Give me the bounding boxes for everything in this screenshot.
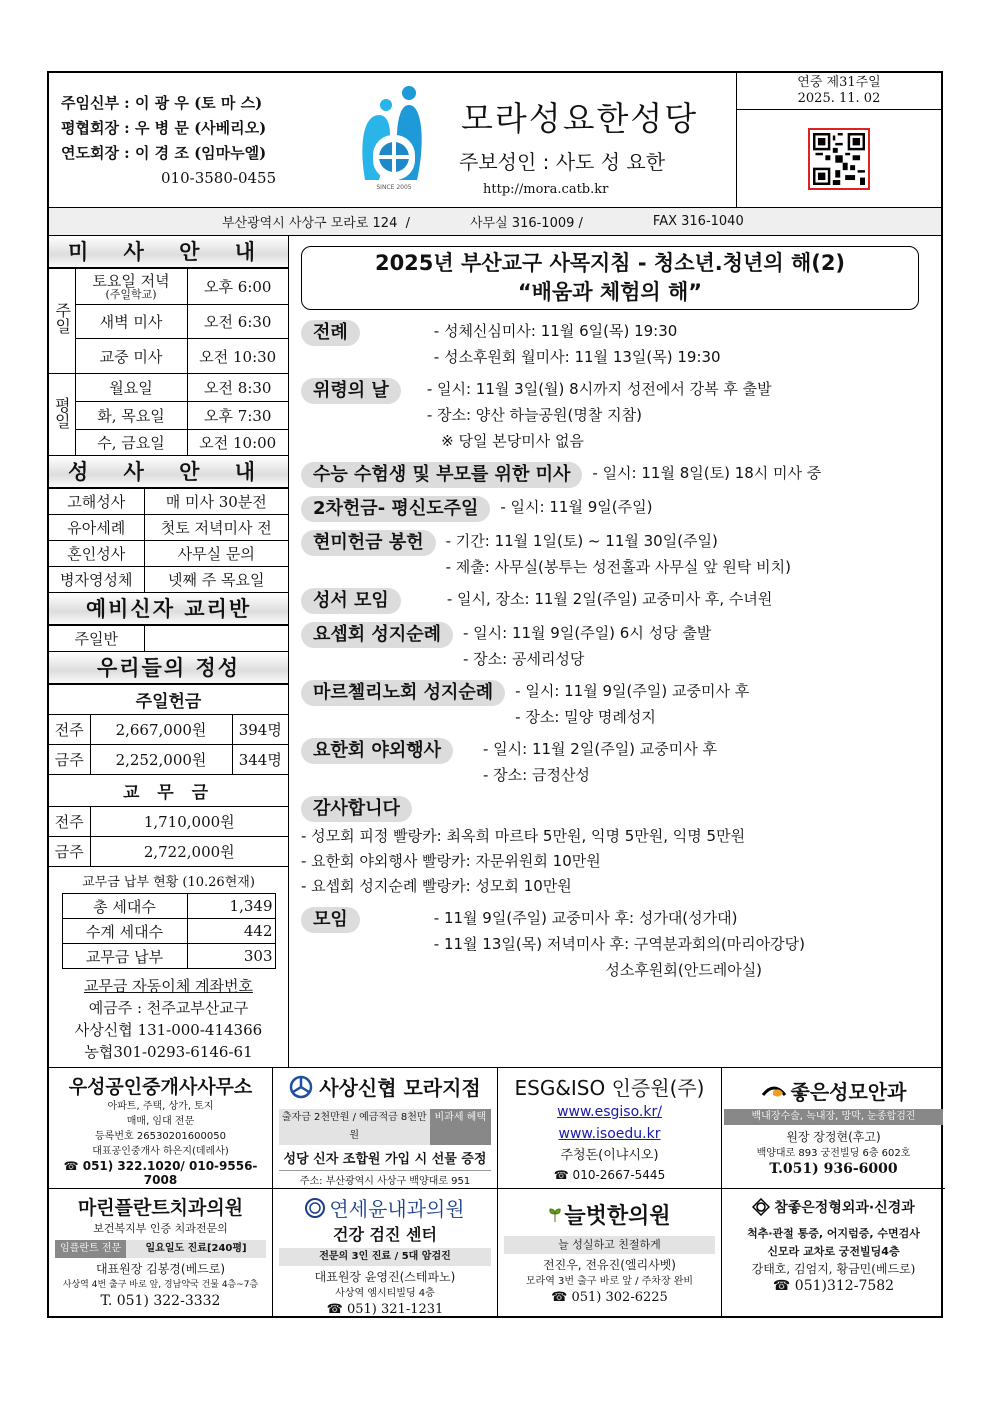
header — [49, 73, 941, 208]
meeting-line: - 11월 9일(주일) 교중미사 후: 성가대(성가대) — [433, 909, 738, 927]
mass-schedule-title: 미 사 안 내 — [49, 236, 288, 268]
meeting-line: 성소후원회(안드레아실) — [433, 961, 763, 979]
section-line: - 일시: 11월 9일(주일) 교중미사 후 — [515, 682, 750, 700]
ad-oriental-clinic: 늘벗한의원 늘 성실하고 친절하게 전진우, 전유진(엘리사벳) 모라역 3번 출구 바로 앞 / 주차장 완비 ☎ 051) 302-6225 — [498, 1188, 722, 1316]
orthopedic-logo-icon — [752, 1198, 770, 1216]
status-label: 수계 세대수 — [62, 919, 187, 944]
ad-phone: ☎ 010-2667-5445 — [553, 1168, 666, 1182]
advertisements — [49, 1067, 941, 1316]
ad-esg-iso: ESG&ISO 인증원(주) www.esgiso.kr/ www.isoedu.kr 주청돈(이냐시오) ☎ 010-2667-5445 — [498, 1068, 722, 1188]
fee-week: 금주 — [49, 837, 90, 867]
section-joseph-pilgrimage — [301, 622, 927, 672]
meeting-line: - 11월 13일(목) 저녁미사 후: 구역분과회의(마리아강당) — [433, 935, 805, 953]
pastor: 주임신부 : 이 광 우 (토 마 스) — [61, 94, 263, 112]
catechumen-title: 예비신자 교리반 — [49, 593, 288, 625]
announcements — [289, 236, 941, 1067]
leaf-icon — [548, 1208, 562, 1222]
status-value: 1,349 — [187, 894, 275, 919]
section-line: - 제출: 사무실(봉투는 성전홀과 사무실 앞 원탁 비치) — [445, 558, 791, 576]
section-label: 요한회 야외행사 — [301, 738, 453, 764]
qr-code-icon[interactable] — [808, 128, 870, 190]
website-link[interactable]: http://mora.catb.kr — [483, 182, 609, 197]
sacrament-info: 넷째 주 목요일 — [144, 567, 288, 593]
main-body — [49, 236, 941, 1067]
weekday-label: 평일 — [49, 374, 75, 456]
ad-credit-union: 사상신협 모라지점 출자금 2천만원 / 예금적금 8천만원 비과세 혜택 성당 신자 조합원 가입 시 선물 증정 주소: 부산광역시 사상구 백양대로 951 — [273, 1068, 498, 1188]
banner-line-1: 2025년 부산교구 사목지침 - 청소년.청년의 해(2) — [374, 251, 846, 275]
banner-line-2: “배움과 체험의 해” — [517, 280, 703, 304]
legion-president: 연도회장 : 이 경 조 (임마누엘) — [61, 144, 267, 162]
account-holder: 예금주 : 천주교부산교구 — [88, 999, 249, 1017]
section-line: - 장소: 밀양 명례성지 — [515, 708, 656, 726]
mass-time: 오후 7:30 — [187, 402, 288, 430]
yonsei-logo-icon — [305, 1198, 325, 1218]
section-label: 요셉회 성지순례 — [301, 622, 453, 648]
week-date — [737, 73, 941, 110]
clergy-info — [49, 73, 339, 207]
sidebar — [49, 236, 289, 1067]
ad-eye-clinic: 좋은성모안과 백내장수술, 녹내장, 망막, 눈종합검진 원장 장정현(후고) 백양대로 893 궁전빌딩 6층 602호 T.051) 936-6000 — [722, 1068, 945, 1188]
fee-amount: 2,722,000원 — [90, 837, 288, 867]
section-rice-offering — [301, 530, 927, 580]
section-line: - 성체신심미사: 11월 6일(목) 19:30 — [433, 322, 678, 340]
bulletin-page — [47, 71, 943, 1318]
pastoral-banner — [301, 246, 919, 310]
fax: FAX 316-1040 — [652, 214, 744, 229]
account-1: 사상신협 131-000-414366 — [74, 1021, 263, 1039]
patron-saint: 주보성인 : 사도 성 요한 — [459, 150, 666, 174]
offering-count: 394명 — [232, 715, 288, 745]
section-line: - 일시: 11월 3일(월) 8시까지 성전에서 강복 후 출발 — [426, 380, 772, 398]
section-line: - 장소: 공세리성당 — [462, 650, 585, 668]
section-thanks — [301, 796, 927, 899]
mass-time: 오전 10:30 — [187, 339, 288, 374]
sacrament-table — [49, 488, 288, 593]
svg-text:SINCE 2005: SINCE 2005 — [376, 184, 412, 191]
offering-week: 전주 — [49, 715, 90, 745]
section-marcellino-pilgrimage — [301, 680, 927, 730]
mass-time: 오전 6:30 — [187, 305, 288, 339]
church-title — [449, 73, 737, 207]
catechumen-table — [49, 625, 288, 652]
ad-phone: ☎ 051) 321-1231 — [326, 1302, 444, 1316]
offering-title: 우리들의 정성 — [49, 652, 288, 684]
mass-name: 토요일 저녁 (주일학교) — [75, 269, 187, 305]
sunday-label: 주일 — [49, 269, 75, 374]
section-all-souls — [301, 378, 927, 454]
sacrament-info: 매 미사 30분전 — [144, 489, 288, 515]
offering-count: 344명 — [232, 745, 288, 775]
church-logo — [339, 73, 449, 207]
section-label: 현미헌금 봉헌 — [301, 530, 436, 556]
status-label: 교무금 납부 — [62, 944, 187, 969]
section-meetings — [301, 907, 927, 983]
mass-name: 새벽 미사 — [75, 305, 187, 339]
ad-dental: 마린플란트치과의원 보건복지부 인증 치과전문의 임플란트 전문 일요일도 진료[240평] 대표원장 김봉경(베드로) 사상역 4번 출구 바로 앞, 경남약국 건물 4층~7층 T. 051) 322-3332 — [49, 1188, 273, 1316]
section-label: 2차헌금- 평신도주일 — [301, 496, 490, 522]
section-label: 성서 모임 — [301, 588, 401, 614]
status-value: 303 — [187, 944, 275, 969]
section-label: 모임 — [301, 907, 360, 933]
catechumen-class: 주일반 — [49, 626, 144, 652]
address: 부산광역시 사상구 모라로 124 / — [222, 216, 410, 231]
section-john-outing — [301, 738, 927, 788]
offering-amount: 2,252,000원 — [90, 745, 232, 775]
ad-realtor: 우성공인중개사사무소 아파트, 주택, 상가, 토지 매매, 임대 전문 등록번호 26530201600050 대표공인중개사 하은지(데레사) ☎ 051) 322.1020/ 010-9556-7008 — [49, 1068, 273, 1188]
ad-phone: T. 051) 322-3332 — [100, 1293, 221, 1309]
mass-schedule-table — [49, 268, 288, 456]
offering-amount: 2,667,000원 — [90, 715, 232, 745]
section-line: - 일시: 11월 9일(주일) — [500, 498, 653, 516]
section-label: 마르첼리노회 성지순례 — [301, 680, 505, 706]
offering-week: 금주 — [49, 745, 90, 775]
section-line: - 일시: 11월 9일(주일) 6시 성당 출발 — [462, 624, 712, 642]
sacrament-title: 성 사 안 내 — [49, 456, 288, 488]
thanks-line: - 요한회 야외행사 빨랑카: 자문위원회 10만원 — [301, 852, 601, 870]
section-line: - 장소: 양산 하늘공원(명찰 지참) — [426, 406, 642, 424]
section-second-collection — [301, 496, 927, 522]
church-logo-icon — [359, 85, 429, 195]
eye-clinic-logo-icon — [761, 1083, 787, 1099]
section-line: - 장소: 금정산성 — [482, 766, 590, 784]
sacrament-info: 사무실 문의 — [144, 541, 288, 567]
fee-week: 전주 — [49, 807, 90, 837]
mass-name: 수, 금요일 — [75, 430, 187, 456]
parish-fee-title: 교 무 금 — [49, 775, 288, 807]
church-name: 모라성요한성당 — [461, 99, 699, 138]
fee-amount: 1,710,000원 — [90, 807, 288, 837]
sunday-offering-table — [49, 684, 288, 867]
office-phone: 사무실 316-1009 / — [470, 216, 583, 231]
ad-phone: T.051) 936-6000 — [769, 1161, 898, 1177]
mass-name: 화, 목요일 — [75, 402, 187, 430]
liturgical-week: 연중 제31주일 — [797, 75, 881, 90]
sacrament-name: 혼인성사 — [49, 541, 144, 567]
sacrament-name: 고해성사 — [49, 489, 144, 515]
mass-time: 오전 8:30 — [187, 374, 288, 402]
mass-name: 교중 미사 — [75, 339, 187, 374]
section-label: 감사합니다 — [301, 796, 412, 822]
ad-link-esgiso[interactable]: www.esgiso.kr/ — [557, 1104, 662, 1120]
thanks-line: - 성모회 피정 빨랑카: 최옥희 마르타 5만원, 익명 5만원, 익명 5만원 — [301, 827, 746, 845]
catechumen-info — [144, 626, 288, 652]
council-president: 평협회장 : 우 병 문 (사베리오) — [61, 119, 267, 137]
section-label: 전례 — [301, 320, 360, 346]
section-label: 위령의 날 — [301, 378, 401, 404]
issue-date: 2025. 11. 02 — [797, 91, 881, 106]
section-exam-mass — [301, 462, 927, 488]
sacrament-name: 유아세례 — [49, 515, 144, 541]
fee-status-title: 교무금 납부 현황 (10.26현재) — [82, 875, 255, 890]
section-label: 수능 수험생 및 부모를 위한 미사 — [301, 462, 582, 488]
section-bible-study — [301, 588, 927, 614]
section-line: - 성소후원회 월미사: 11월 13일(목) 19:30 — [433, 348, 721, 366]
ad-phone: ☎ 051) 302-6225 — [551, 1290, 668, 1305]
account-title: 교무금 자동이체 계좌번호 — [84, 977, 253, 995]
fee-status-block — [49, 867, 288, 1067]
status-value: 442 — [187, 919, 275, 944]
issue-info — [737, 73, 941, 207]
account-2: 농협301-0293-6146-61 — [84, 1043, 253, 1061]
ad-internal-medicine: 연세윤내과의원 건강 검진 센터 전문의 3인 진료 / 5대 암검진 대표원장 윤영진(스테파노) 사상역 엠시티빌딩 4층 ☎ 051) 321-1231 — [273, 1188, 498, 1316]
sunday-offering-title: 주일헌금 — [49, 685, 288, 715]
mass-time: 오전 10:00 — [187, 430, 288, 456]
sacrament-name: 병자영성체 — [49, 567, 144, 593]
mass-name: 월요일 — [75, 374, 187, 402]
ad-orthopedic: 참좋은정형외과·신경과 척추·관절 통증, 어지럼증, 수면검사 신모라 교차로 궁전빌딩4층 강태호, 김엄지, 황금민(베드로) ☎ 051)312-7582 — [722, 1188, 945, 1316]
section-line: - 기간: 11월 1일(토) ~ 11월 30일(주일) — [445, 532, 718, 550]
contact-bar — [49, 208, 941, 236]
sacrament-info: 첫토 저녁미사 전 — [144, 515, 288, 541]
status-label: 총 세대수 — [62, 894, 187, 919]
thanks-line: - 요셉회 성지순례 빨랑카: 성모회 10만원 — [301, 877, 572, 895]
section-line: ※ 당일 본당미사 없음 — [426, 432, 584, 450]
fee-status-table — [62, 893, 276, 969]
ad-phone: ☎ 051) 322.1020/ 010-9556-7008 — [63, 1159, 258, 1187]
credit-union-logo-icon — [289, 1075, 313, 1099]
section-line: - 일시, 장소: 11월 2일(주일) 교중미사 후, 수녀원 — [446, 590, 773, 608]
section-line: - 일시: 11월 2일(주일) 교중미사 후 — [482, 740, 718, 758]
phone: 010-3580-0455 — [161, 169, 277, 187]
ad-link-isoedu[interactable]: www.isoedu.kr — [558, 1126, 661, 1142]
qr-area — [737, 110, 941, 207]
mass-time: 오후 6:00 — [187, 269, 288, 305]
ad-phone: ☎ 051)312-7582 — [772, 1278, 895, 1294]
section-liturgy — [301, 320, 927, 370]
section-line: - 일시: 11월 8일(토) 18시 미사 중 — [592, 464, 822, 482]
